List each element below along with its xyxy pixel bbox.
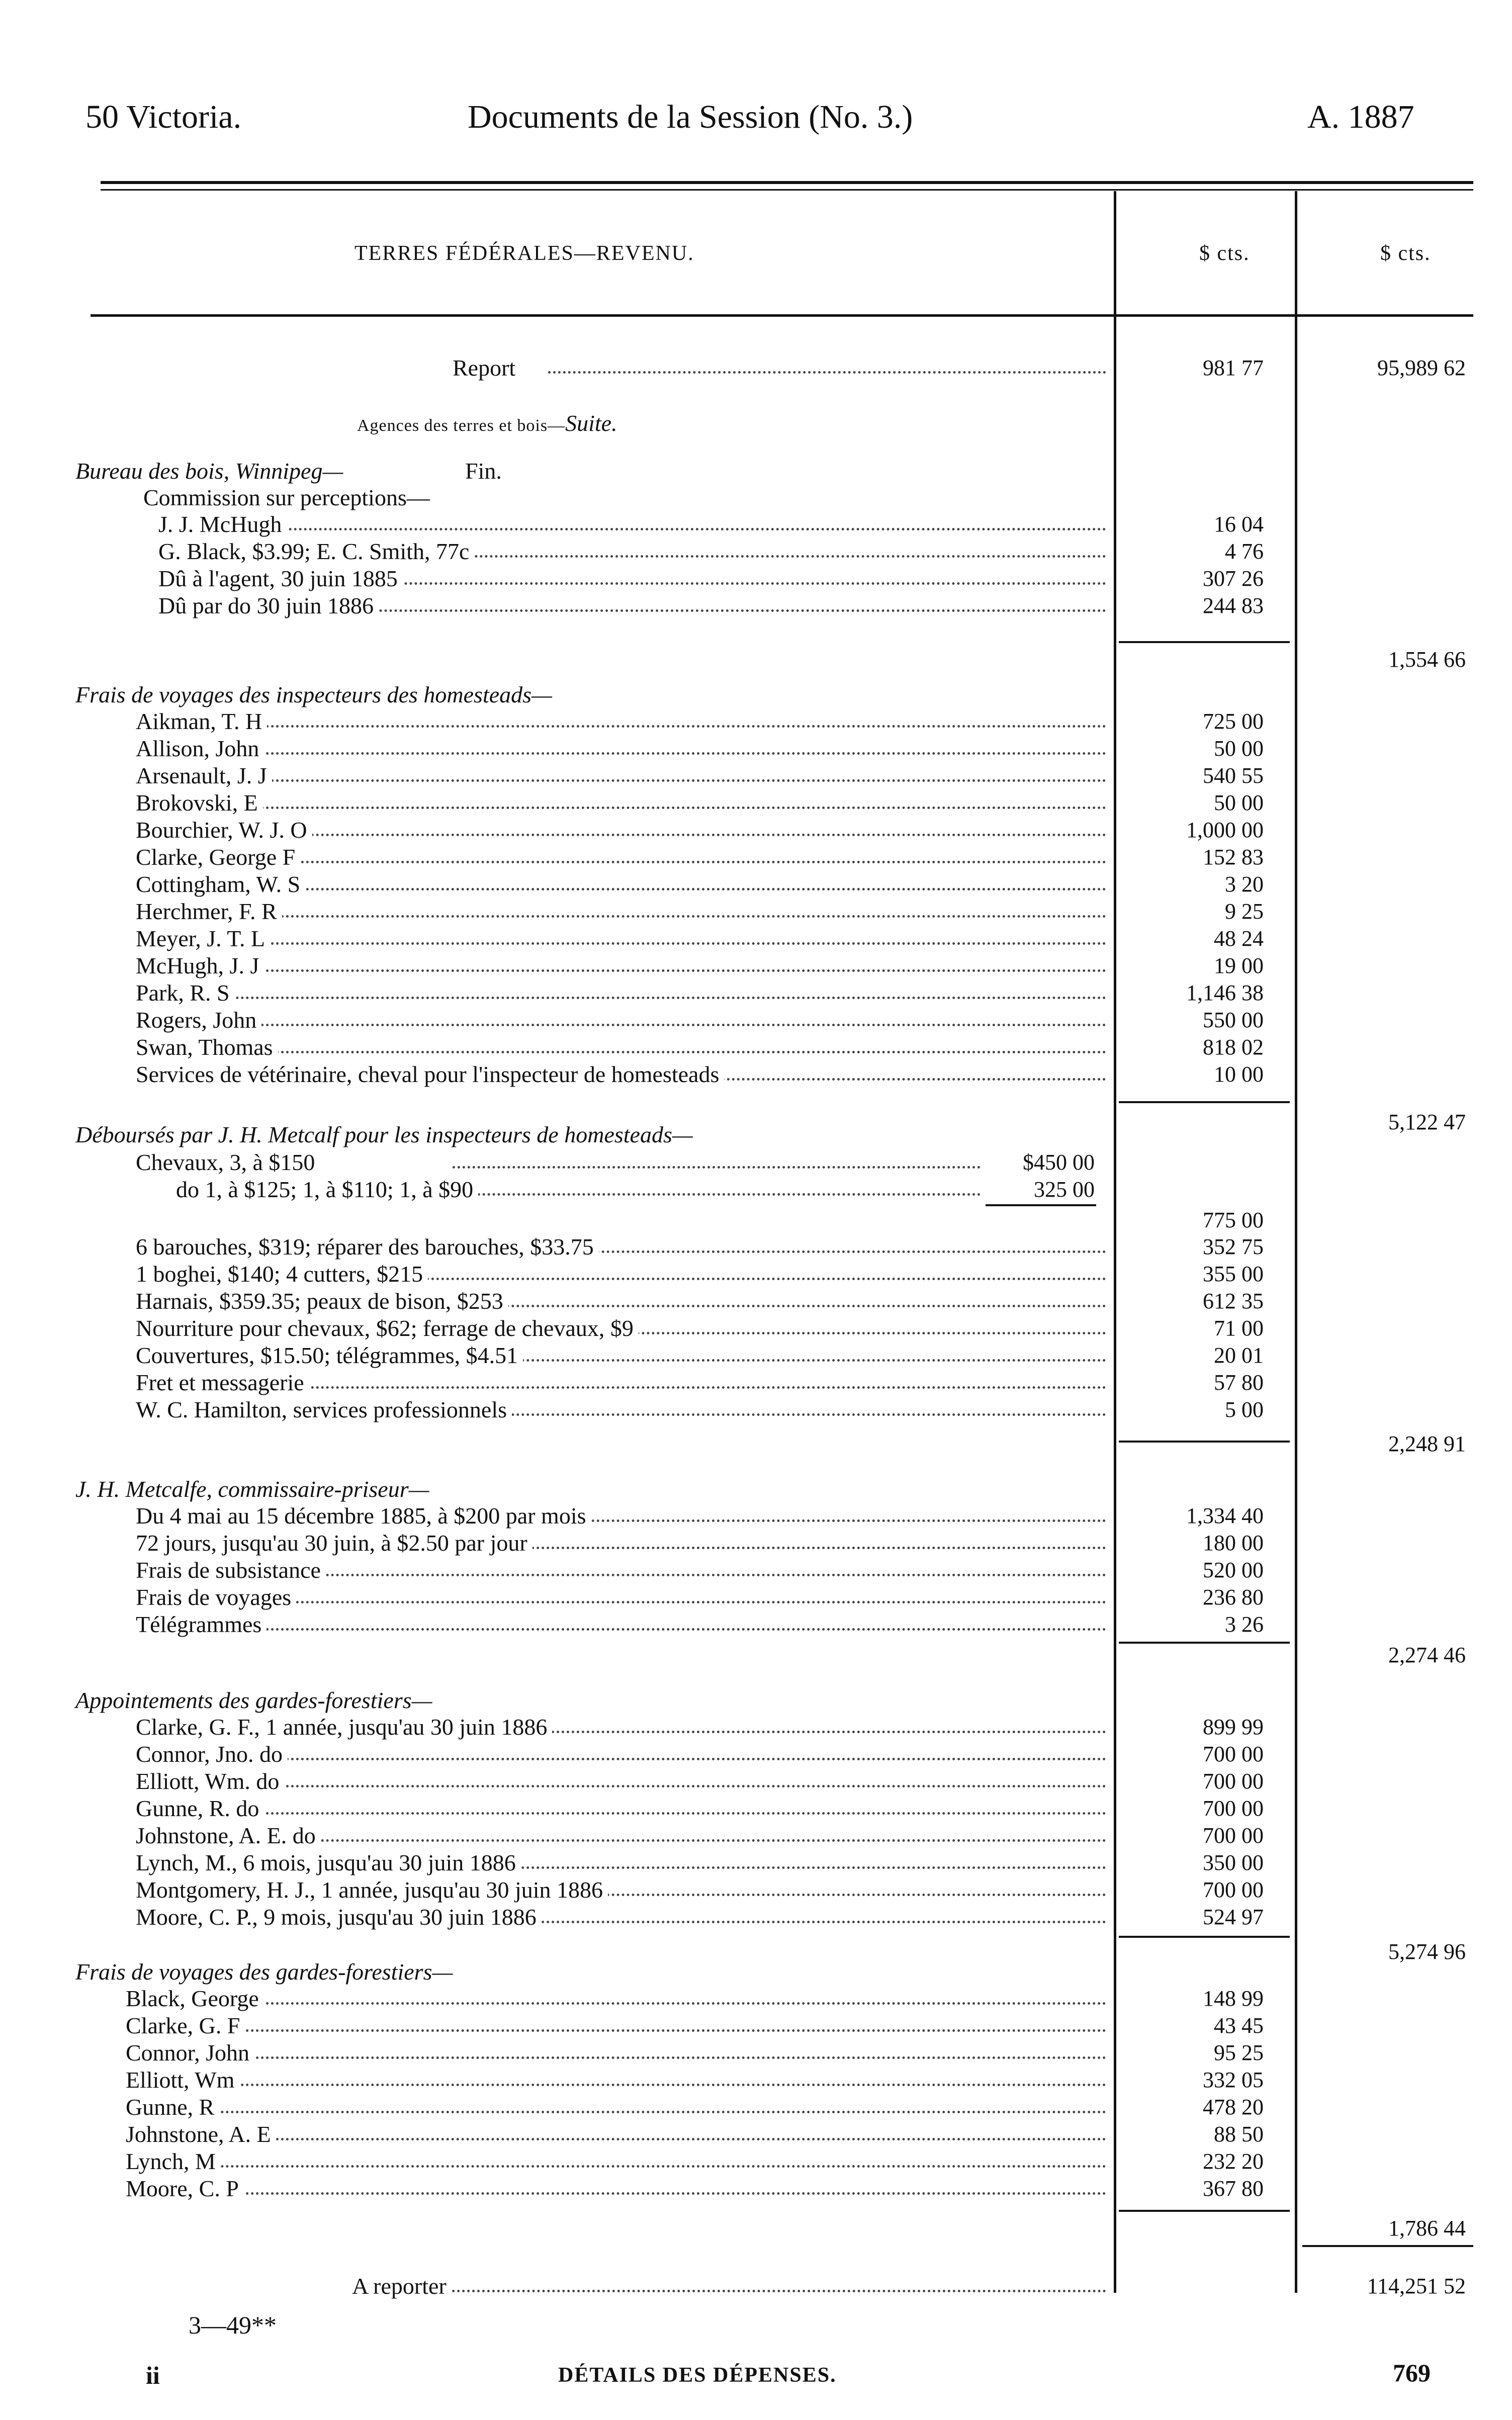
row-amount: 700 00 xyxy=(1198,1741,1264,1768)
row-label: Frais de voyages xyxy=(136,1584,296,1611)
leader xyxy=(146,1046,1106,1053)
row-amount: 524 97 xyxy=(1198,1904,1264,1931)
row-label: Harnais, $359.35; peaux de bison, $253 xyxy=(136,1288,508,1315)
leader xyxy=(146,1623,1106,1631)
section-rule xyxy=(1119,1642,1290,1644)
row-label: Nourriture pour chevaux, $62; ferrage de chevaux, $9 xyxy=(136,1315,639,1342)
row-label: Chevaux, 3, à $150 xyxy=(136,1149,320,1176)
row-label: Fret et messagerie xyxy=(136,1369,309,1396)
row-amount: 332 05 xyxy=(1198,2067,1264,2094)
row-label: Herchmer, F. R xyxy=(136,898,282,925)
report-label: Report xyxy=(453,355,516,381)
leader xyxy=(548,366,1106,374)
leader xyxy=(136,2079,1106,2086)
page-roman: ii xyxy=(146,2361,160,2389)
row-label: Cottingham, W. S xyxy=(136,871,305,898)
row-amount: 367 80 xyxy=(1198,2175,1264,2202)
agences-heading xyxy=(357,410,617,439)
row-label: Johnstone, A. E. do xyxy=(136,1822,321,1849)
row-label: Meyer, J. T. L xyxy=(136,925,270,952)
section-rule xyxy=(986,1204,1096,1206)
leader xyxy=(136,2106,1106,2113)
col1-header: $ cts. xyxy=(1199,242,1250,265)
leader xyxy=(136,1997,1106,2005)
row-label: Services de vétérinaire, cheval pour l'inspecteur de homesteads xyxy=(136,1061,724,1088)
leader xyxy=(146,910,1106,918)
row-label: Arsenault, J. J xyxy=(136,762,272,789)
row-amount: 57 80 xyxy=(1209,1369,1264,1396)
row-amount: 236 80 xyxy=(1198,1584,1264,1611)
row-amount: 478 20 xyxy=(1198,2094,1264,2121)
row-label: do 1, à $125; 1, à $110; 1, à $90 xyxy=(176,1176,478,1203)
row-amount: 700 00 xyxy=(1198,1768,1264,1795)
row-amount: 43 45 xyxy=(1209,2012,1264,2039)
row-amount: 775 00 xyxy=(1198,1207,1264,1234)
row-amount: 48 24 xyxy=(1209,925,1264,952)
row-label: Clarke, G. F., 1 année, jusqu'au 30 juin 1886 xyxy=(136,1714,552,1741)
row-label: Du 4 mai au 15 décembre 1885, à $200 par mois xyxy=(136,1502,591,1530)
row-amount: 700 00 xyxy=(1198,1795,1264,1822)
leader xyxy=(146,1807,1106,1815)
header-center: Documents de la Session (No. 3.) xyxy=(468,99,913,135)
section-heading: J. H. Metcalfe, commissaire-priseur— xyxy=(75,1476,429,1502)
footer-center: DÉTAILS DES DÉPENSES. xyxy=(558,2364,837,2387)
leader xyxy=(168,523,1106,530)
row-amount: $450 00 xyxy=(1018,1149,1095,1176)
row-label: Allison, John xyxy=(136,735,264,762)
leader xyxy=(136,2160,1106,2168)
row-amount: 307 26 xyxy=(1198,565,1264,592)
row-amount: 232 20 xyxy=(1198,2148,1264,2175)
header-rule-thick xyxy=(101,181,1473,184)
row-label: Clarke, G. F xyxy=(126,2012,245,2039)
section-heading: Appointements des gardes-forestiers— xyxy=(75,1687,432,1713)
section-total: 5,274 96 xyxy=(1383,1938,1466,1965)
row-amount: 10 00 xyxy=(1209,1061,1264,1088)
leader xyxy=(146,1780,1106,1787)
row-label: A reporter xyxy=(352,2273,452,2300)
row-amount: 88 50 xyxy=(1209,2121,1264,2148)
row-label: Dû par do 30 juin 1886 xyxy=(158,592,379,619)
row-amount: 4 76 xyxy=(1220,538,1264,565)
header-rule-thin xyxy=(101,189,1473,191)
row-label: W. C. Hamilton, services professionnels xyxy=(136,1396,512,1423)
row-label: Black, George xyxy=(126,1985,264,2012)
section-heading: Frais de voyages des inspecteurs des homesteads— xyxy=(75,682,552,707)
row-label: Brokovski, E xyxy=(136,789,263,817)
leader xyxy=(136,2024,1106,2032)
row-amount: 71 00 xyxy=(1209,1315,1264,1342)
row-amount: 19 00 xyxy=(1209,952,1264,979)
row-amount: 355 00 xyxy=(1198,1261,1264,1288)
row-amount: 5 00 xyxy=(1220,1396,1264,1423)
row-label: Elliott, Wm. do xyxy=(136,1768,284,1795)
row-amount: 612 35 xyxy=(1198,1288,1264,1315)
agences-suffix: Suite. xyxy=(565,410,617,436)
row-label: Lynch, M xyxy=(126,2148,221,2175)
row-amount: 550 00 xyxy=(1198,1007,1264,1034)
row-amount: 16 04 xyxy=(1209,511,1264,538)
row-label: Gunne, R. do xyxy=(136,1795,264,1822)
leader xyxy=(453,1188,981,1196)
leader xyxy=(136,2133,1106,2140)
table-title: TERRES FÉDÉRALES—REVENU. xyxy=(354,242,694,265)
row-label: Connor, John xyxy=(126,2039,254,2067)
leader xyxy=(146,992,1106,999)
carry-forward: 114,251 52 xyxy=(1362,2273,1466,2300)
row-label: Dû à l'agent, 30 juin 1885 xyxy=(158,565,403,592)
leader xyxy=(146,774,1106,782)
row-amount: 818 02 xyxy=(1198,1034,1264,1061)
col2-header: $ cts. xyxy=(1380,242,1431,265)
section-total: 5,122 47 xyxy=(1383,1109,1466,1136)
row-label: 1 boghei, $140; 4 cutters, $215 xyxy=(136,1261,428,1288)
table-head-rule xyxy=(91,314,1473,317)
row-label: Lynch, M., 6 mois, jusqu'au 30 juin 1886 xyxy=(136,1849,521,1876)
section-total: 1,554 66 xyxy=(1383,646,1466,673)
leader xyxy=(146,937,1106,945)
section-total: 2,274 46 xyxy=(1383,1642,1466,1669)
row-amount: 700 00 xyxy=(1198,1876,1264,1904)
row-label: Montgomery, H. J., 1 année, jusqu'au 30 juin 1886 xyxy=(136,1876,608,1904)
section-heading-suffix: Fin. xyxy=(465,458,502,484)
report-c2: 95,989 62 xyxy=(1372,354,1466,382)
report-c1: 981 77 xyxy=(1198,354,1264,382)
section-heading: Frais de voyages des gardes-forestiers— xyxy=(75,1959,453,1985)
row-label: Johnstone, A. E xyxy=(126,2121,276,2148)
row-label: 6 barouches, $319; réparer des barouches, $33.75 xyxy=(136,1233,599,1261)
section-rule xyxy=(1302,2245,1473,2247)
leader xyxy=(136,2051,1106,2059)
leader xyxy=(146,1753,1106,1760)
column-divider-1 xyxy=(1114,191,1116,2293)
row-amount: 1,000 00 xyxy=(1181,817,1264,844)
row-amount: 325 00 xyxy=(1029,1176,1095,1203)
sheet-signature: 3—49** xyxy=(189,2311,277,2339)
row-label: Moore, C. P., 9 mois, jusqu'au 30 juin 1886 xyxy=(136,1904,542,1931)
header-left: 50 Victoria. xyxy=(85,99,242,135)
section-heading: Bureau des bois, Winnipeg— xyxy=(75,458,343,484)
row-amount: 95 25 xyxy=(1209,2039,1264,2067)
leader xyxy=(146,1019,1106,1026)
row-amount: 899 99 xyxy=(1198,1714,1264,1741)
row-amount: 50 00 xyxy=(1209,735,1264,762)
section-total: 1,786 44 xyxy=(1383,2215,1466,2242)
row-amount: 1,334 40 xyxy=(1181,1502,1264,1530)
section-rule xyxy=(1119,1936,1290,1938)
row-label: Clarke, George F xyxy=(136,844,300,871)
row-label: Park, R. S xyxy=(136,979,235,1007)
row-label: Gunne, R xyxy=(126,2094,219,2121)
section-total: 2,248 91 xyxy=(1383,1430,1466,1458)
page-number: 769 xyxy=(1393,2359,1431,2387)
row-amount: 20 01 xyxy=(1209,1342,1264,1369)
row-amount: 352 75 xyxy=(1198,1233,1264,1261)
row-amount: 540 55 xyxy=(1198,762,1264,789)
row-amount: 3 26 xyxy=(1220,1611,1264,1638)
row-amount: 1,146 38 xyxy=(1181,979,1264,1007)
leader xyxy=(453,1161,981,1169)
row-label: Moore, C. P xyxy=(126,2175,244,2202)
section-rule xyxy=(1119,2210,1290,2212)
row-amount: 350 00 xyxy=(1198,1849,1264,1876)
leader xyxy=(146,720,1106,728)
leader xyxy=(362,2285,1106,2292)
leader xyxy=(136,2187,1106,2195)
agences-label: Agences des terres et bois— xyxy=(357,416,566,435)
row-amount: 152 83 xyxy=(1198,844,1264,871)
row-amount: 9 25 xyxy=(1220,898,1264,925)
row-amount: 3 20 xyxy=(1220,871,1264,898)
row-label: G. Black, $3.99; E. C. Smith, 77c xyxy=(158,538,474,565)
row-label: Frais de subsistance xyxy=(136,1557,326,1584)
section-rule xyxy=(1119,641,1290,643)
section-subheading: Commission sur perceptions— xyxy=(143,485,430,510)
row-amount: 148 99 xyxy=(1198,1985,1264,2012)
row-label: Couvertures, $15.50; télégrammes, $4.51 xyxy=(136,1342,523,1369)
row-label: Elliott, Wm xyxy=(126,2067,239,2094)
row-label: Bourchier, W. J. O xyxy=(136,817,312,844)
row-label: Swan, Thomas xyxy=(136,1034,278,1061)
row-label: McHugh, J. J xyxy=(136,952,264,979)
row-amount: 725 00 xyxy=(1198,708,1264,735)
leader xyxy=(146,801,1106,809)
row-amount: 520 00 xyxy=(1198,1557,1264,1584)
row-amount: 244 83 xyxy=(1198,592,1264,619)
column-divider-2 xyxy=(1295,191,1297,2293)
leader xyxy=(146,964,1106,972)
row-label: Connor, Jno. do xyxy=(136,1741,288,1768)
section-rule xyxy=(1119,1441,1290,1443)
header-right: A. 1887 xyxy=(1307,99,1414,135)
section-rule xyxy=(1119,1101,1290,1103)
row-amount: 50 00 xyxy=(1209,789,1264,817)
row-label: 72 jours, jusqu'au 30 juin, à $2.50 par jour xyxy=(136,1530,532,1557)
row-amount: 180 00 xyxy=(1198,1530,1264,1557)
leader xyxy=(146,747,1106,755)
row-label: Rogers, John xyxy=(136,1007,261,1034)
section-heading: Déboursés par J. H. Metcalf pour les inspecteurs de homesteads— xyxy=(75,1122,693,1147)
row-label: Aikman, T. H xyxy=(136,708,267,735)
row-label: J. J. McHugh xyxy=(158,511,287,538)
row-amount: 700 00 xyxy=(1198,1822,1264,1849)
row-label: Télégrammes xyxy=(136,1611,266,1638)
